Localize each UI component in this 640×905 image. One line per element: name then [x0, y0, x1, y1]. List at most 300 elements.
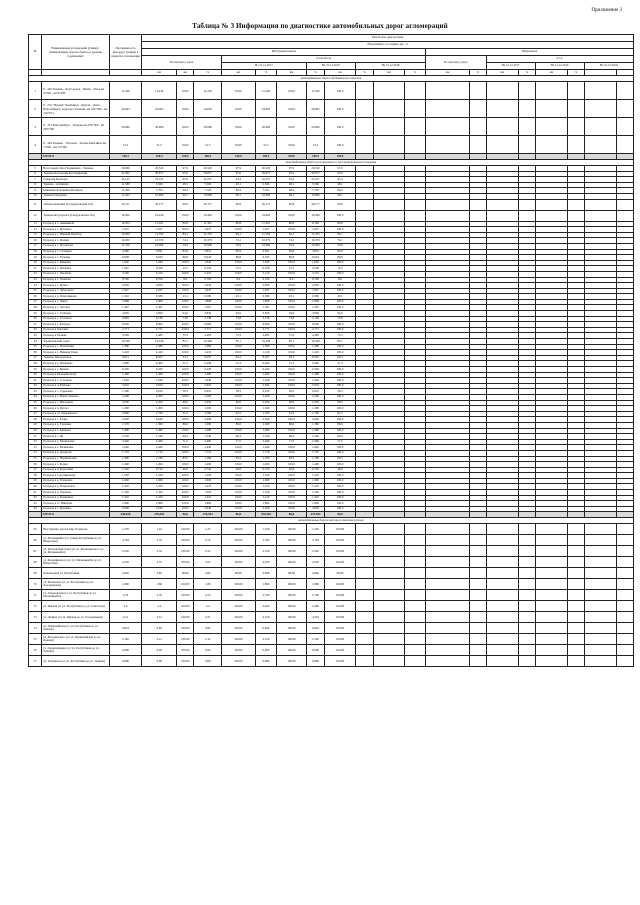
empty-cell	[355, 579, 373, 590]
row-value: 11,361	[194, 221, 222, 227]
row-value: 2,460	[142, 439, 177, 445]
row-number: 33	[29, 333, 42, 339]
empty-cell	[617, 601, 634, 612]
row-value: 2,764	[306, 535, 324, 546]
empty-cell	[470, 100, 486, 118]
row-number: 44	[29, 394, 42, 400]
row-value: 1,416	[109, 350, 142, 356]
empty-cell	[426, 210, 470, 221]
row-value: 15,5	[325, 266, 356, 272]
row-value: 100,0	[222, 484, 256, 490]
empty-cell	[470, 623, 486, 634]
empty-cell	[617, 118, 634, 136]
row-value: 0,910	[255, 389, 276, 395]
row-value: 61,5	[177, 411, 194, 417]
row-value: 2,040	[255, 506, 276, 512]
unit-cell: %	[470, 70, 486, 76]
row-value: 68,4	[325, 188, 356, 194]
row-value: 0,910	[142, 389, 177, 395]
row-name: Подъезд к с. Новая Тюмень	[42, 394, 109, 400]
empty-cell	[519, 82, 535, 100]
row-value: 100,0	[177, 406, 194, 412]
row-value: 10,899	[255, 193, 276, 199]
row-value: 2,400	[306, 601, 324, 612]
row-value: 100,0	[325, 462, 356, 468]
row-value: 11,002	[109, 193, 142, 199]
row-number: 9	[29, 188, 42, 194]
empty-cell	[486, 634, 519, 645]
row-value: 10,379	[255, 238, 276, 244]
row-value: 5,566	[194, 182, 222, 188]
table-row	[29, 634, 634, 645]
empty-cell	[519, 568, 535, 579]
row-value: 2,4	[194, 601, 222, 612]
table-row	[29, 199, 634, 210]
empty-cell	[568, 524, 584, 535]
empty-cell	[486, 535, 519, 546]
row-value: 1,927	[142, 227, 177, 233]
row-value: 50,9	[222, 243, 256, 249]
row-value: 14,020	[109, 232, 142, 238]
table-row	[29, 645, 634, 656]
row-value: 100,0	[277, 210, 307, 221]
row-value: 100,00	[325, 546, 356, 557]
row-name: Подъезд к с. Южный Перебор	[42, 232, 109, 238]
row-value: 4,840	[255, 568, 276, 579]
row-number: 18	[29, 249, 42, 255]
row-value: 1,460	[306, 372, 324, 378]
row-value: 2,4	[142, 601, 177, 612]
row-value: 1,24	[142, 524, 177, 535]
row-value: 2,200	[194, 394, 222, 400]
row-number: 16	[29, 238, 42, 244]
row-number: 2	[29, 100, 42, 118]
row-value: 5,210	[306, 271, 324, 277]
row-value: 24,143	[109, 177, 142, 183]
unit-cell: км	[222, 70, 256, 76]
row-number: 27	[29, 299, 42, 305]
row-value: 2,485	[306, 333, 324, 339]
row-value: 100,00	[222, 546, 256, 557]
row-value: 1,300	[255, 406, 276, 412]
row-value: 100,0	[325, 428, 356, 434]
row-value: 100,0	[222, 406, 256, 412]
row-value: 100,0	[277, 372, 307, 378]
row-value: 5,632	[306, 383, 324, 389]
row-name: Подъезд к д. Коняшина	[42, 495, 109, 501]
row-value: 0,700	[194, 277, 222, 283]
table-row	[29, 118, 634, 136]
empty-cell	[519, 118, 535, 136]
row-value: 1,860	[109, 579, 142, 590]
row-value: 10,899	[194, 193, 222, 199]
empty-cell	[617, 546, 634, 557]
row-value: 15,5	[177, 266, 194, 272]
empty-cell	[374, 645, 405, 656]
row-value: 100,0	[177, 327, 194, 333]
row-value: 1,460	[109, 372, 142, 378]
row-value: 97,9	[177, 166, 194, 172]
row-number: 25	[29, 288, 42, 294]
row-number: 57	[29, 467, 42, 473]
row-value: 90,8	[222, 199, 256, 210]
empty-cell	[374, 136, 405, 154]
row-value: 2,79	[109, 590, 142, 601]
row-value: 100,0	[325, 372, 356, 378]
row-value: 2,450	[306, 400, 324, 406]
row-number: 21	[29, 266, 42, 272]
row-value: 100,00	[177, 645, 194, 656]
row-value: 16,448	[306, 339, 324, 345]
row-value: 2,856	[142, 283, 177, 289]
row-value: 1,947	[142, 288, 177, 294]
row-value: 1,947	[306, 288, 324, 294]
row-number: 48	[29, 417, 42, 423]
row-value: 21,3	[325, 361, 356, 367]
row-value: 100,0	[277, 283, 307, 289]
row-number: 58	[29, 473, 42, 479]
row-value: 19,420	[109, 210, 142, 221]
row-number: 5	[29, 166, 42, 172]
empty-cell	[426, 612, 470, 623]
row-value: 1,86	[194, 579, 222, 590]
empty-cell	[486, 645, 519, 656]
row-value: 6,043	[194, 255, 222, 261]
instr-date-2: На 31.12.2019	[306, 63, 355, 70]
row-value: 24,603	[194, 100, 222, 118]
row-value: 94,9	[222, 311, 256, 317]
row-value: 100,0	[277, 450, 307, 456]
row-value: 100,0	[222, 462, 256, 468]
empty-cell	[535, 100, 568, 118]
row-value: 5,210	[194, 271, 222, 277]
row-value: 100,00	[325, 623, 356, 634]
row-value: 1,360	[194, 422, 222, 428]
row-value: 4,31	[142, 612, 177, 623]
vis-date-1: На 31.12.2017	[486, 63, 535, 70]
row-value: 1,808	[142, 299, 177, 305]
col-name-header: Наименование агломерации (улицы) / (наименование дороги объекта и уровень подчинения)	[42, 35, 109, 70]
row-value: 1,860	[194, 501, 222, 507]
empty-cell	[584, 199, 617, 210]
row-value: 99,1	[277, 193, 307, 199]
row-value: 75,3	[277, 333, 307, 339]
row-value: 100,0	[177, 372, 194, 378]
row-value: 0,680	[109, 656, 142, 667]
table-row	[29, 590, 634, 601]
row-value: 95,0	[177, 171, 194, 177]
row-value: 6,000	[109, 322, 142, 328]
empty-cell	[486, 199, 519, 210]
vis-including-header: в т.ч.	[486, 56, 634, 63]
empty-cell	[535, 535, 568, 546]
row-number: 14	[29, 227, 42, 233]
row-value: 3,440	[109, 439, 142, 445]
row-value: 1,540	[255, 434, 276, 440]
empty-cell	[486, 623, 519, 634]
row-value: 100,00	[177, 590, 194, 601]
row-value: 2,640	[306, 417, 324, 423]
row-value: 1,470	[194, 484, 222, 490]
row-value: 1,380	[306, 344, 324, 350]
row-value: 100,0	[222, 322, 256, 328]
row-value: 100,00	[277, 634, 307, 645]
row-name: Подъезд к Каскаринскому	[42, 372, 109, 378]
row-value: 83,5	[222, 456, 256, 462]
unit-cell: км	[374, 70, 405, 76]
row-value: 2,12	[194, 634, 222, 645]
row-value: 22,557	[255, 177, 276, 183]
row-value: 1,490	[194, 462, 222, 468]
row-value: 1,416	[194, 350, 222, 356]
row-value: 2,450	[142, 400, 177, 406]
row-value: 100,0	[177, 383, 194, 389]
row-value: 8,507	[142, 355, 177, 361]
row-value: 85,9	[277, 249, 307, 255]
row-value: 100,0	[325, 506, 356, 512]
row-value: 100,00	[222, 535, 256, 546]
total-value: 100,0	[222, 154, 256, 160]
empty-cell	[470, 656, 486, 667]
row-value: 100,00	[222, 612, 256, 623]
row-value: 8,0	[177, 277, 194, 283]
row-value: 99,1	[177, 193, 194, 199]
row-number: 41	[29, 378, 42, 384]
row-value: 0,700	[255, 277, 276, 283]
row-value: 3,831	[142, 249, 177, 255]
row-value: 1,760	[306, 411, 324, 417]
row-value: 7,705	[306, 188, 324, 194]
row-value: 100,0	[177, 288, 194, 294]
empty-cell	[470, 524, 486, 535]
row-number: 56	[29, 462, 42, 468]
row-value: 73,8	[177, 316, 194, 322]
empty-cell	[519, 634, 535, 645]
empty-cell	[568, 645, 584, 656]
row-number: 12	[29, 210, 42, 221]
row-number: 43	[29, 389, 42, 395]
row-name: Подъезд к с. Ожогина	[42, 266, 109, 272]
row-name: Тюмень - Антипино	[42, 182, 109, 188]
row-value: 51,5	[142, 136, 177, 154]
empty-cell	[404, 82, 425, 100]
row-number: 52	[29, 439, 42, 445]
row-number: 35	[29, 344, 42, 350]
row-number: 54	[29, 450, 42, 456]
row-value: 100,00	[177, 656, 194, 667]
row-value: 1,300	[109, 406, 142, 412]
table-row	[29, 579, 634, 590]
row-name: ул. Харьковская (от ул. Республики до ул. Мельникайте)	[42, 590, 109, 601]
empty-cell	[374, 118, 405, 136]
row-number: 72	[29, 601, 42, 612]
empty-cell	[426, 579, 470, 590]
row-value: 6,000	[306, 322, 324, 328]
row-value: 100,0	[277, 445, 307, 451]
instr-including-header: в том числе	[222, 56, 426, 63]
row-value: 2,640	[142, 417, 177, 423]
row-value: 85,1	[222, 339, 256, 345]
empty-cell	[535, 136, 568, 154]
row-value: 1,460	[142, 372, 177, 378]
row-value: 10,969	[142, 243, 177, 249]
unit-cell: км	[486, 70, 519, 76]
row-name: Подъезд к с. Успенка	[42, 255, 109, 261]
row-value: 85,9	[177, 249, 194, 255]
row-value: 2,450	[255, 400, 276, 406]
row-value: 0,580	[142, 294, 177, 300]
section-title: Автомобильные дороги местного значения (улицы)	[29, 518, 634, 524]
row-name: Подъезд к п. Ембаево	[42, 383, 109, 389]
row-name: ул. Мельникайте (от улицы Республики до ул. Широтная)	[42, 535, 109, 546]
row-value: 100,0	[277, 495, 307, 501]
row-value: 0,680	[306, 656, 324, 667]
row-value: 15,5	[222, 266, 256, 272]
page-title: Таблица № 3 Информация по диагностике автомобильных дорог агломераций	[192, 22, 448, 30]
empty-cell	[584, 524, 617, 535]
row-value: 100,00	[177, 557, 194, 568]
unit-cell: %	[519, 70, 535, 76]
row-name: Р - 254 "Иртыш" Челябинск - Курган - Омск - Новосибирск, подъезд к Тюмени, км 190+300 - км 216+012	[42, 100, 109, 118]
table-row	[29, 568, 634, 579]
row-value: 100,0	[177, 495, 194, 501]
row-value: 100,0	[325, 501, 356, 507]
empty-cell	[355, 557, 373, 568]
row-value: 94,9	[325, 311, 356, 317]
row-number: 24	[29, 283, 42, 289]
row-value: 84,1	[222, 232, 256, 238]
empty-cell	[374, 557, 405, 568]
empty-cell	[584, 82, 617, 100]
row-value: 100,0	[277, 350, 307, 356]
row-value: 90,8	[177, 199, 194, 210]
row-number: 19	[29, 255, 42, 261]
row-value: 68,4	[177, 188, 194, 194]
row-name: Подъезд к с. Наримановка	[42, 456, 109, 462]
col-num-header: №	[29, 35, 42, 70]
unit-cell: км	[426, 70, 470, 76]
row-value: 100,0	[222, 445, 256, 451]
row-value: 100,00	[177, 612, 194, 623]
row-value: 1,640	[306, 445, 324, 451]
row-number: 46	[29, 406, 42, 412]
total-value: 476,504	[306, 512, 324, 518]
row-value: 86,8	[325, 255, 356, 261]
row-value: 1,710	[194, 450, 222, 456]
row-name: Подъезд к с. Бизино	[42, 367, 109, 373]
row-value: 0,910	[194, 389, 222, 395]
row-value: 1,710	[306, 450, 324, 456]
row-value: 39,177	[255, 199, 276, 210]
row-value: 48,1	[325, 182, 356, 188]
row-value: 69,0	[177, 400, 194, 406]
row-value: 14,054	[109, 221, 142, 227]
row-value: 22,557	[306, 177, 324, 183]
row-value: 4,84	[142, 568, 177, 579]
row-value: 10,969	[306, 243, 324, 249]
empty-cell	[584, 612, 617, 623]
row-value: 100,00	[222, 557, 256, 568]
row-value: 0,68	[194, 656, 222, 667]
row-value: 1,520	[194, 473, 222, 479]
row-value: 1,160	[306, 456, 324, 462]
empty-cell	[519, 100, 535, 118]
row-value: 0,700	[306, 277, 324, 283]
table-row	[29, 535, 634, 546]
state-header: Нормативное состояние, км / %	[142, 42, 634, 49]
row-number: 64	[29, 506, 42, 512]
instr-by-survey-header: По паспорту дорог	[142, 56, 222, 70]
row-value: 100,0	[222, 100, 256, 118]
empty-cell	[519, 623, 535, 634]
row-value: 22,557	[194, 177, 222, 183]
empty-cell	[486, 601, 519, 612]
row-value: 100,0	[177, 417, 194, 423]
row-value: 1,410	[255, 495, 276, 501]
total-value: 476,504	[194, 512, 222, 518]
row-value: 0,900	[255, 645, 276, 656]
row-number: 8	[29, 182, 42, 188]
row-value: 1,367	[255, 305, 276, 311]
empty-cell	[426, 623, 470, 634]
row-value: 98,00	[177, 568, 194, 579]
row-value: 20,960	[306, 118, 324, 136]
row-value: 1,540	[194, 434, 222, 440]
row-value: 100,00	[222, 634, 256, 645]
visual-header: Визуальная	[426, 49, 634, 56]
row-value: 4,310	[306, 612, 324, 623]
row-value: 20,960	[109, 118, 142, 136]
row-value: 6,000	[194, 322, 222, 328]
row-value: 2,460	[194, 439, 222, 445]
row-value: 2,200	[142, 394, 177, 400]
empty-cell	[584, 118, 617, 136]
row-value: 11,793	[142, 232, 177, 238]
row-value: 100,0	[222, 478, 256, 484]
row-value: 80,8	[325, 221, 356, 227]
row-value: 1,947	[255, 288, 276, 294]
row-value: 1,460	[255, 372, 276, 378]
row-value: 2,771	[255, 327, 276, 333]
empty-cell	[535, 634, 568, 645]
row-number: 50	[29, 428, 42, 434]
row-value: 1,86	[142, 579, 177, 590]
row-value: 100,0	[222, 136, 256, 154]
row-value: 46,8	[325, 467, 356, 473]
empty-cell	[355, 568, 373, 579]
row-value: 0,720	[142, 467, 177, 473]
table-row	[29, 612, 634, 623]
row-value: 100,00	[277, 590, 307, 601]
row-name: Подъезд к с. Кулаково	[42, 506, 109, 512]
row-value: 6,043	[255, 255, 276, 261]
row-name: Подъезд к с. Созоново	[42, 378, 109, 384]
row-value: 6,043	[306, 255, 324, 261]
row-number: 4	[29, 136, 42, 154]
empty-cell	[374, 656, 405, 667]
row-value: 85,1	[277, 339, 307, 345]
row-value: 50,9	[277, 243, 307, 249]
row-value: 100,00	[325, 601, 356, 612]
row-name: Подъезд к с. Салаирка	[42, 249, 109, 255]
row-value: 0,580	[255, 294, 276, 300]
unit-cell: %	[255, 70, 276, 76]
row-value: 4,31	[109, 612, 142, 623]
row-number: 23	[29, 277, 42, 283]
row-value: 100,0	[177, 367, 194, 373]
empty-cell	[584, 623, 617, 634]
row-value: 20,960	[142, 118, 177, 136]
